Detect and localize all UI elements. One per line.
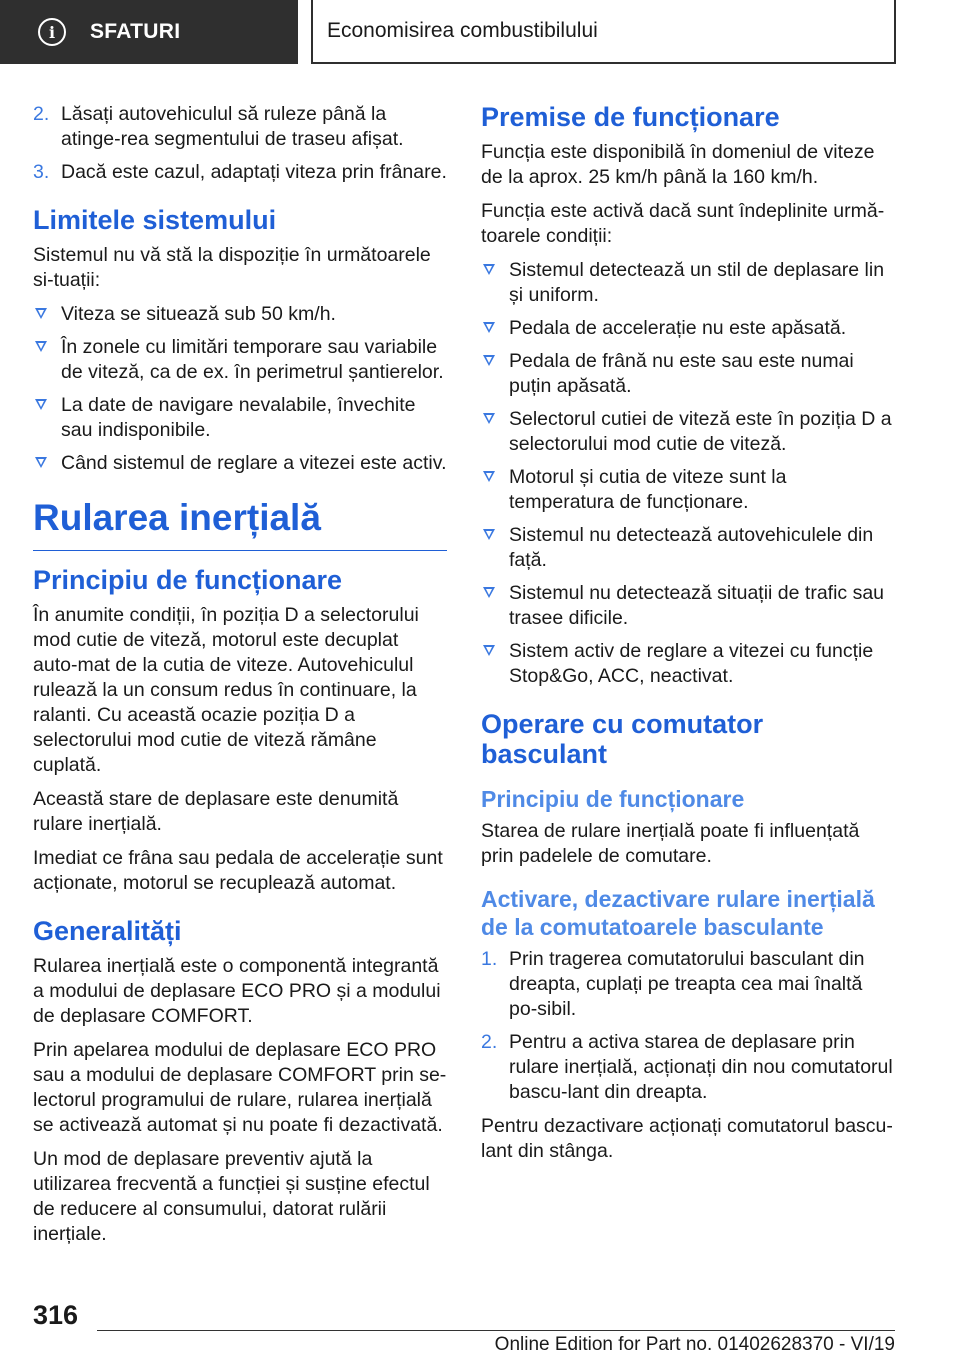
chapter-title: SFATURI [90, 20, 181, 43]
list-item [481, 581, 895, 631]
paragraph: Rularea inerțială este o componentă integrantă a modului de deplasare ECO PRO și a modului de deplasare COMFORT. [33, 955, 441, 1027]
triangle-bullet-icon [483, 471, 495, 482]
step-item [481, 1030, 895, 1105]
list-item [481, 407, 895, 457]
list-item [481, 316, 895, 341]
list-item [481, 349, 895, 399]
main-heading: Rularea inerțială [33, 496, 447, 551]
list-item [33, 393, 447, 443]
step-text: Lăsați autovehiculul să ruleze până la atinge‐rea segmentului de traseu afișat. [61, 103, 404, 150]
list-item [481, 465, 895, 515]
list-item [33, 302, 447, 327]
step-text: Prin tragerea comutatorului basculant din dreapta, cuplați pe treapta cea mai înaltă po‐sibil. [509, 948, 865, 1020]
step-number: 3. [33, 161, 50, 183]
list-item-text: Viteza se situează sub 50 km/h. [61, 303, 336, 325]
step-number: 2. [481, 1031, 498, 1053]
edition-note: Online Edition for Part no. 01402628370 - VI/19 [494, 1334, 895, 1355]
triangle-bullet-icon [483, 322, 495, 333]
paragraph: Imediat ce frâna sau pedala de accelerație sunt acționate, motorul se recuplează automat. [33, 847, 443, 894]
principle-heading: Principiu de funcționare [33, 565, 343, 595]
triangle-bullet-icon [483, 413, 495, 424]
chapter-tab [0, 0, 298, 64]
step-text: Dacă este cazul, adaptați viteza prin frânare. [61, 161, 447, 183]
paragraph: Pentru dezactivare acționați comutatorul bascu‐lant din stânga. [481, 1115, 893, 1162]
paragraph: Prin apelarea modului de deplasare ECO PRO sau a modului de deplasare COMFORT prin se‐lectorul programului de rulare, rularea inerțială se activează automat și nu poate fi dezactivată. [33, 1039, 447, 1136]
op-principle-heading: Principiu de funcționare [481, 786, 745, 812]
step-item [481, 947, 895, 1022]
triangle-bullet-icon [483, 529, 495, 540]
triangle-bullet-icon [35, 308, 47, 319]
right-column [481, 102, 895, 1173]
list-item-text: Pedala de frână nu este sau este numai puțin apăsată. [509, 350, 854, 397]
list-item-text: Sistemul nu detectează autovehiculele din față. [509, 524, 874, 571]
continued-steps [33, 102, 447, 185]
paragraph: Această stare de deplasare este denumită rulare inerțială. [33, 788, 399, 835]
left-column [33, 102, 447, 1256]
paragraph: Starea de rulare inerțială poate fi influențată prin padelele de comutare. [481, 820, 860, 867]
list-item-text: În zonele cu limitări temporare sau variabile de viteză, ca de ex. în perimetrul șantierelor. [61, 336, 444, 383]
step-number: 2. [33, 103, 50, 125]
paragraph: Funcția este activă dacă sunt îndeplinite urmă‐toarele condiții: [481, 200, 885, 247]
info-icon: i [38, 18, 66, 46]
general-heading: Generalități [33, 916, 182, 946]
list-item-text: Când sistemul de reglare a vitezei este activ. [61, 452, 447, 474]
step-item [33, 160, 447, 185]
limits-intro: Sistemul nu vă stă la dispoziție în următoarele si‐tuații: [33, 244, 431, 291]
list-item [481, 523, 895, 573]
paragraph: În anumite condiții, în poziția D a selectorului mod cutie de viteză, motorul este decuplat auto‐mat de la cutia de viteze. Autovehiculul rulează la un consum redus în continuare, la ralanti. Cu această ocazie poziția D a selectorului mod cutie de viteză rămâne cuplată. [33, 604, 419, 776]
list-item [33, 335, 447, 385]
list-item-text: Sistem activ de reglare a vitezei cu funcție Stop&Go, ACC, neactivat. [509, 640, 874, 687]
step-text: Pentru a activa starea de deplasare prin rulare inerțială, acționați din nou comutatorul bascu‐lant din dreapta. [509, 1031, 893, 1103]
section-title-box [311, 0, 896, 64]
section-title: Economisirea combustibilului [327, 19, 598, 42]
triangle-bullet-icon [483, 587, 495, 598]
triangle-bullet-icon [35, 457, 47, 468]
limits-list [33, 302, 447, 476]
list-item-text: La date de navigare nevalabile, învechite sau indisponibile. [61, 394, 416, 441]
activate-steps [481, 947, 895, 1105]
page-number: 316 [33, 1300, 79, 1330]
list-item [481, 639, 895, 689]
triangle-bullet-icon [483, 645, 495, 656]
list-item [481, 258, 895, 308]
paragraph: Funcția este disponibilă în domeniul de viteze de la aprox. 25 km/h până la 160 km/h. [481, 141, 875, 188]
triangle-bullet-icon [35, 341, 47, 352]
premise-heading: Premise de funcționare [481, 102, 780, 132]
list-item-text: Selectorul cutiei de viteză este în poziția D a selectorului mod cutie de viteză. [509, 408, 892, 455]
premise-list [481, 258, 895, 689]
step-number: 1. [481, 948, 498, 970]
list-item-text: Motorul și cutia de viteze sunt la temperatura de funcționare. [509, 466, 787, 513]
list-item-text: Pedala de accelerație nu este apăsată. [509, 317, 847, 339]
footer-divider [97, 1330, 895, 1331]
limits-heading: Limitele sistemului [33, 205, 277, 235]
list-item-text: Sistemul detectează un stil de deplasare lin și uniform. [509, 259, 885, 306]
triangle-bullet-icon [483, 355, 495, 366]
activate-heading: Activare, dezactivare rulare inerțială de la comutatoarele basculante [481, 886, 875, 940]
paragraph: Un mod de deplasare preventiv ajută la utilizarea frecventă a funcției și susține efectul de reducere al consumului, datorat rulării inerțiale. [33, 1148, 430, 1245]
step-item [33, 102, 447, 152]
operate-heading: Operare cu comutator basculant [481, 709, 764, 769]
list-item [33, 451, 447, 476]
triangle-bullet-icon [35, 399, 47, 410]
triangle-bullet-icon [483, 264, 495, 275]
list-item-text: Sistemul nu detectează situații de trafic sau trasee dificile. [509, 582, 885, 629]
